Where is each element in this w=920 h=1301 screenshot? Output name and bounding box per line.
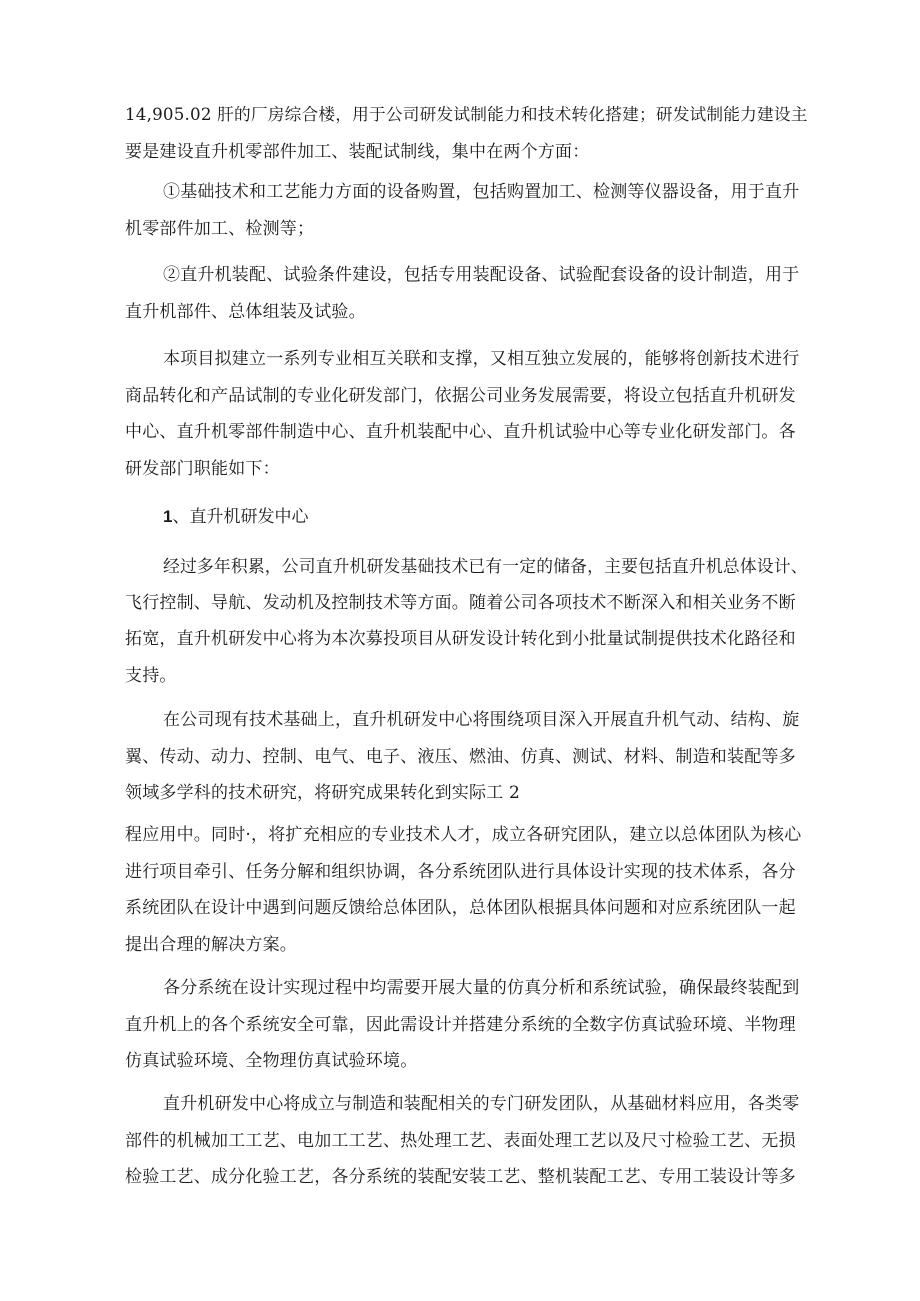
text-line: 本项目拟建立一系列专业相互关联和支撑，又相互独立发展的，能够将创新技术进行 — [163, 349, 800, 369]
text-line: 程应用中。同时·，将扩充相应的专业技术人才，成立各研究团队，建立以总体团队为核心 — [125, 825, 802, 845]
text-line: 进行项目牵引、任务分解和组织协调，各分系统团队进行具体设计实现的技术体系，各分 — [125, 861, 796, 882]
text-line: 商品转化和产品试制的专业化研发部门，依据公司业务发展需要，将设立包括直升机研发 — [125, 385, 796, 406]
text-line: 拓宽，直升机研发中心将为本次募投项目从研发设计转化到小批量试制提供技术化路径和 — [125, 629, 796, 649]
paragraph-item-2 — [125, 257, 799, 330]
paragraph-team-structure — [125, 817, 801, 963]
paragraph-factory-building — [125, 97, 808, 170]
text-line: 中心、直升机零部件制造中心、直升机装配中心、直升机试验中心等专业化研发部门。各 — [125, 422, 796, 442]
text-line: 翼、传动、动力、控制、电气、电子、液压、燃油、仿真、测试、材料、制造和装配等多 — [125, 746, 796, 767]
text-line: 在公司现有技术基础上，直升机研发中心将围绕项目深入开展直升机气动、结构、旋 — [163, 710, 800, 730]
section-number: 1 — [163, 507, 173, 526]
section-title: 、直升机研发中心 — [172, 507, 309, 527]
paragraph-item-1 — [125, 174, 799, 247]
text-line: 经过多年积累，公司直升机研发基础技术已有一定的储备，主要包括直升机总体设计、 — [163, 556, 808, 576]
section-heading — [163, 499, 308, 536]
paragraph-manufacturing-team — [125, 1086, 799, 1196]
text-line: 14,905.02 肝的厂房综合楼，用于公司研发试制能力和技术转化搭建；研发试制能力建设主 — [125, 105, 808, 124]
paragraph-research-areas — [125, 702, 799, 812]
text-line: 部件的机械加工工艺、电加工工艺、热处理工艺、表面处理工艺以及尺寸检验工艺、无损 — [125, 1130, 796, 1151]
text-line: ②直升机装配、试验条件建设，包括专用装配设备、试验配套设备的设计制造，用于 — [163, 265, 800, 285]
paragraph-simulation — [125, 970, 799, 1080]
text-line: 直升机上的各个系统安全可靠，因此需设计并搭建分系统的全数字仿真试验环境、半物理 — [125, 1014, 796, 1035]
text-line: 支持。 — [125, 665, 177, 686]
text-line: 仿真试验环境、全物理仿真试验环境。 — [125, 1051, 418, 1071]
text-line: 检验工艺、成分化验工艺，各分系统的装配安装工艺、整机装配工艺、专用工装设计等多 — [125, 1167, 796, 1187]
text-line: 机零部件加工、检测等； — [125, 218, 315, 239]
text-line: 直升机研发中心将成立与制造和装配相关的专门研发团队，从基础材料应用，各类零 — [163, 1094, 800, 1114]
text-line: 研发部门职能如下： — [125, 458, 280, 479]
text-line: ①基础技术和工艺能力方面的设备购置，包括购置加工、检测等仪器设备，用于直升 — [163, 182, 800, 202]
text-line: 直升机部件、总体组装及试验。 — [125, 301, 366, 322]
text-line: 飞行控制、导航、发动机及控制技术等方面。随着公司各项技术不断深入和相关业务不断 — [125, 592, 796, 613]
text-line: 要是建设直升机零部件加工、装配试制线，集中在两个方面： — [125, 141, 590, 162]
paragraph-accumulation — [125, 548, 808, 694]
text-line: 系统团队在设计中遇到问题反馈给总体团队，总体团队根据具体问题和对应系统团队一起 — [125, 898, 796, 918]
text-line: 提出合理的解决方案。 — [125, 934, 297, 955]
paragraph-project-overview — [125, 341, 799, 487]
text-line: 各分系统在设计实现过程中均需要开展大量的仿真分析和系统试验，确保最终装配到 — [163, 978, 800, 998]
text-line: 领域多学科的技术研究，将研究成果转化到实际工 2 — [125, 783, 521, 803]
